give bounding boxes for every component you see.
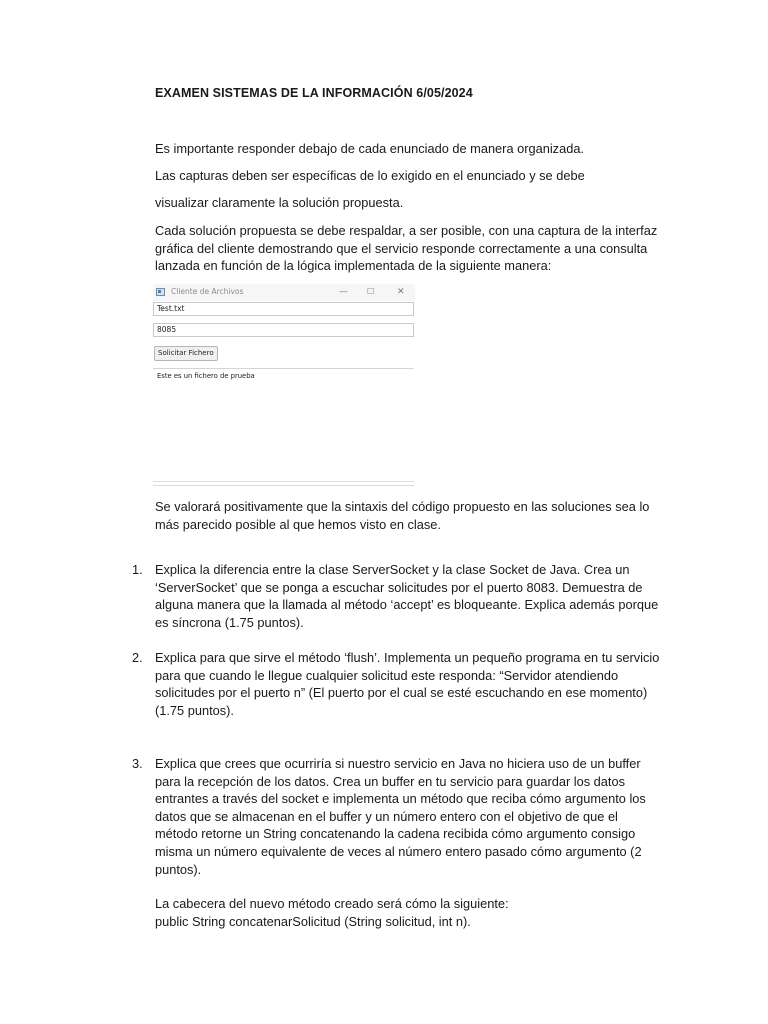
intro-line-4: Cada solución propuesta se debe respaldar, a ser posible, con una captura de la interfaz gráfica del cliente demostrando que el servicio responde correctamente a una consulta lanzada en función de la lógica implementada de la siguiente manera: bbox=[155, 223, 658, 274]
file-name-field[interactable] bbox=[153, 302, 414, 316]
file-name-value: Test.txt bbox=[157, 304, 185, 313]
note-paragraph: Se valorará positivamente que la sintaxis del código propuesto en las soluciones sea lo más parecido posible al que hemos visto en clase. bbox=[155, 499, 650, 532]
window-title: Cliente de Archivos bbox=[171, 287, 244, 296]
method-header-signature: public String concatenarSolicitud (String solicitud, int n). bbox=[155, 914, 471, 929]
question-2-text: Explica para que sirve el método ‘flush’. Implementa un pequeño programa en tu servicio para que cuando le llegue cualquier solicitud este responda: “Servidor atendiendo solicitudes por el puerto n” (El puerto por el cual se esté escuchando en ese momento) (1.75 puntos). bbox=[155, 650, 660, 718]
port-field[interactable] bbox=[153, 323, 414, 337]
window-titlebar bbox=[153, 284, 415, 301]
question-3-number: 3. bbox=[132, 756, 143, 771]
question-2-number: 2. bbox=[132, 650, 143, 665]
maximize-icon[interactable]: ☐ bbox=[367, 287, 375, 296]
divider bbox=[153, 368, 414, 369]
page-title: EXAMEN SISTEMAS DE LA INFORMACIÓN 6/05/2024 bbox=[155, 86, 473, 100]
minimize-icon[interactable]: — bbox=[339, 287, 348, 297]
question-3-text: Explica que crees que ocurriría si nuestro servicio en Java no hiciera uso de un buffer para la recepción de los datos. Crea un buffer en tu servicio para guardar los datos entrantes a través del socket e implementa un método que reciba cómo argumento los datos que se almacenan en el buffer y un número entero con el objetivo de que el método retorne un String concatenando la cadena recibida cómo argumento consigo misma un número equivalente de veces al número entero pasado cómo argumento (2 puntos). bbox=[155, 756, 646, 877]
question-1-number: 1. bbox=[132, 562, 143, 577]
method-header-intro: La cabecera del nuevo método creado será cómo la siguiente: bbox=[155, 896, 509, 911]
intro-line-3: visualizar claramente la solución propuesta. bbox=[155, 195, 404, 210]
horizontal-scrollbar[interactable] bbox=[153, 481, 414, 486]
intro-line-2: Las capturas deben ser específicas de lo exigido en el enunciado y se debe bbox=[155, 168, 585, 183]
client-window-screenshot bbox=[153, 284, 415, 488]
output-text: Este es un fichero de prueba bbox=[157, 372, 255, 380]
close-icon[interactable]: ✕ bbox=[397, 287, 405, 297]
question-1-text: Explica la diferencia entre la clase ServerSocket y la clase Socket de Java. Crea un ‘ServerSocket’ que se ponga a escuchar solicitudes por el puerto 8083. Demuestra de alguna manera que la llamada al método ‘accept’ es bloqueante. Explica además porque es síncrona (1.75 puntos). bbox=[155, 562, 659, 630]
intro-line-1: Es importante responder debajo de cada enunciado de manera organizada. bbox=[155, 141, 584, 156]
app-icon bbox=[156, 288, 165, 296]
port-value: 8085 bbox=[157, 325, 177, 334]
request-file-button[interactable]: Solicitar Fichero bbox=[154, 346, 218, 361]
